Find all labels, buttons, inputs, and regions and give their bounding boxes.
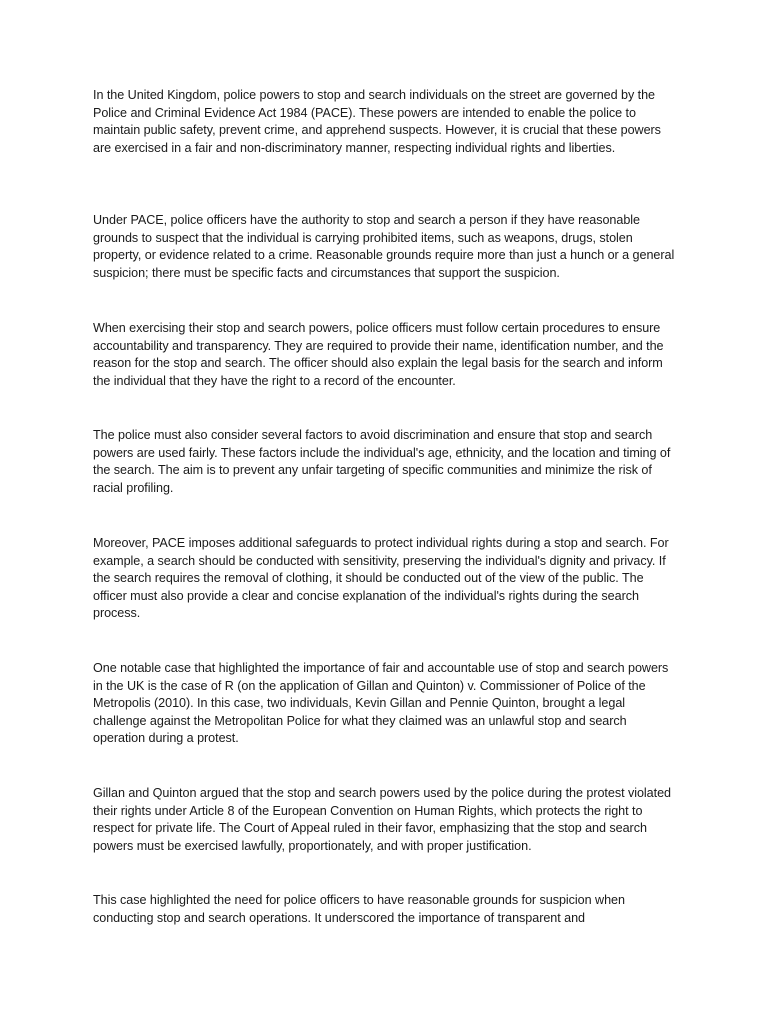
paragraph-procedures: When exercising their stop and search powers, police officers must follow certain procedures to ensure accountability and transparency. They are required to provide their name, identification number, and the reason for the stop and search. The officer should also explain the legal basis for the search and inform the individual that they have the right to a record of the encounter.: [93, 321, 664, 388]
paragraph-reasonable-grounds: Under PACE, police officers have the authority to stop and search a person if they have reasonable grounds to suspect that the individual is carrying prohibited items, such as weapons, drugs, stolen property, or evidence related to a crime. Reasonable grounds require more than just a hunch or a general suspicion; there must be specific facts and circumstances that support the suspicion.: [93, 213, 675, 280]
paragraph-safeguards: Moreover, PACE imposes additional safeguards to protect individual rights during a stop and search. For example, a search should be conducted with sensitivity, preserving the individual's dignity and privacy. If the search requires the removal of clothing, it should be conducted out of the view of the public. The officer must also provide a clear and concise explanation of the individual's rights during the search process.: [93, 536, 669, 621]
paragraph-case-conclusion: This case highlighted the need for police officers to have reasonable grounds for suspicion when conducting stop and search operations. It underscored the importance of transparent and: [93, 893, 625, 925]
paragraph-gillan-case: One notable case that highlighted the importance of fair and accountable use of stop and search powers in the UK is the case of R (on the application of Gillan and Quinton) v. Commissioner of Police of the Metropolis (2010). In this case, two individuals, Kevin Gillan and Pennie Quinton, brought a legal challenge against the Metropolitan Police for what they claimed was an unlawful stop and search operation during a protest.: [93, 661, 669, 746]
paragraph-article-8: Gillan and Quinton argued that the stop and search powers used by the police during the protest violated their rights under Article 8 of the European Convention on Human Rights, which protects the right to respect for private life. The Court of Appeal ruled in their favor, emphasizing that the stop and search powers must be exercised lawfully, proportionately, and with proper justification.: [93, 786, 671, 853]
paragraph-pace-overview: In the United Kingdom, police powers to stop and search individuals on the street are governed by the Police and Criminal Evidence Act 1984 (PACE). These powers are intended to enable the police to maintain public safety, prevent crime, and apprehend suspects. However, it is crucial that these powers are exercised in a fair and non-discriminatory manner, respecting individual rights and liberties.: [93, 88, 661, 155]
paragraph-discrimination: The police must also consider several factors to avoid discrimination and ensure that stop and search powers are used fairly. These factors include the individual's age, ethnicity, and the location and timing of the search. The aim is to prevent any unfair targeting of specific communities and minimize the risk of racial profiling.: [93, 428, 671, 495]
